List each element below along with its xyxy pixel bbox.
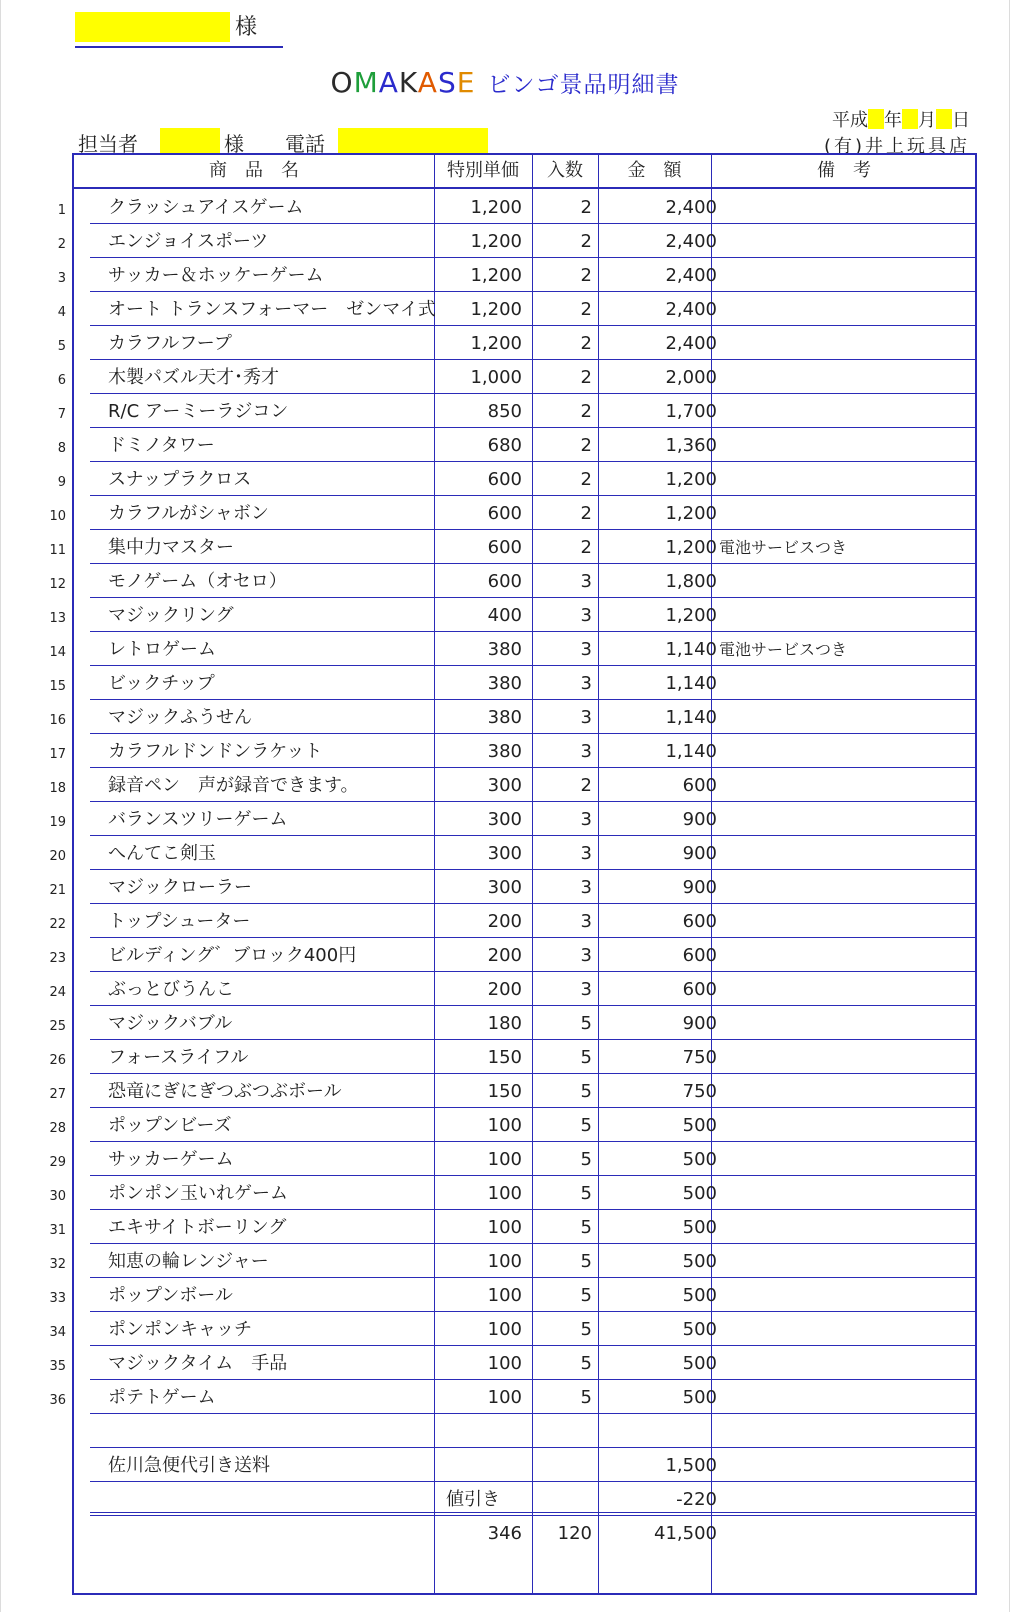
item-qty: 2 [580, 265, 592, 286]
row-number: 32 [49, 1257, 66, 1272]
item-price: 1,200 [470, 265, 522, 286]
date-month-unit: 月 [918, 110, 936, 131]
item-qty: 5 [580, 1353, 592, 1374]
item-qty: 5 [580, 1319, 592, 1340]
item-note: 電池サービスつき [719, 640, 848, 659]
row-number: 16 [49, 713, 66, 728]
item-qty: 3 [580, 945, 592, 966]
table-row [90, 835, 975, 870]
table-row [90, 699, 975, 734]
phone-number-redacted [338, 128, 488, 154]
item-name: カラフルがシャボン [108, 503, 269, 524]
row-number: 8 [57, 441, 66, 456]
item-price: 380 [487, 707, 522, 728]
table-row [90, 971, 975, 1006]
table-row [90, 801, 975, 836]
item-name: 録音ペン 声が録音できます。 [108, 775, 359, 796]
row-number: 6 [57, 373, 66, 388]
item-name: エンジョイスポーツ [108, 231, 269, 252]
item-price: 100 [487, 1285, 522, 1306]
item-name: マジックタイム 手品 [108, 1353, 288, 1374]
item-qty: 3 [580, 877, 592, 898]
item-price: 200 [487, 911, 522, 932]
item-price: 180 [487, 1013, 522, 1034]
person-label: 担当者 [78, 132, 138, 156]
row-number: 13 [49, 611, 66, 626]
item-qty: 3 [580, 707, 592, 728]
item-amount: 1,200 [665, 537, 717, 558]
table-row [90, 1005, 975, 1040]
table-row [90, 1073, 975, 1108]
row-number: 29 [49, 1155, 66, 1170]
row-number: 28 [49, 1121, 66, 1136]
item-name: カラフルフープ [108, 333, 232, 354]
item-name: R/C アーミーラジコン [108, 401, 289, 422]
item-price: 400 [487, 605, 522, 626]
item-amount: 2,400 [665, 231, 717, 252]
row-number: 7 [57, 407, 66, 422]
item-amount: 1,800 [665, 571, 717, 592]
item-price: 680 [487, 435, 522, 456]
table-row [90, 767, 975, 802]
row-number: 26 [49, 1053, 66, 1068]
item-qty: 3 [580, 979, 592, 1000]
item-name: ぶっとびうんこ [108, 979, 234, 1000]
title-letter: O [330, 66, 354, 99]
recipient-name-redacted [75, 12, 230, 42]
row-number: 23 [49, 951, 66, 966]
title-main [331, 66, 476, 99]
table-row [90, 665, 975, 700]
row-number: 18 [49, 781, 66, 796]
table-row [90, 903, 975, 938]
item-qty: 5 [580, 1217, 592, 1238]
item-name: バランスツリーゲーム [108, 809, 288, 830]
item-name: エキサイトボーリング [108, 1217, 287, 1238]
item-amount: 41,500 [654, 1523, 717, 1544]
item-qty: 2 [580, 775, 592, 796]
row-number: 11 [49, 543, 66, 558]
item-amount: 500 [682, 1387, 717, 1408]
item-name: モノゲーム（オセロ） [108, 571, 287, 592]
item-qty: 2 [580, 537, 592, 558]
item-qty: 3 [580, 911, 592, 932]
document-date [832, 106, 970, 132]
item-amount: 1,700 [665, 401, 717, 422]
item-amount: 1,140 [665, 707, 717, 728]
item-price: 600 [487, 469, 522, 490]
item-qty: 2 [580, 367, 592, 388]
item-amount: 500 [682, 1149, 717, 1170]
table-row [90, 1175, 975, 1210]
item-amount: 500 [682, 1319, 717, 1340]
title-letter: A [417, 66, 438, 99]
item-price: 850 [487, 401, 522, 422]
item-amount: 500 [682, 1285, 717, 1306]
item-name: カラフルドンドンラケット [108, 741, 323, 762]
row-number: 31 [49, 1223, 66, 1238]
item-price: 100 [487, 1353, 522, 1374]
table-row [90, 1107, 975, 1142]
item-name: レトロゲーム [108, 639, 216, 660]
row-number: 34 [49, 1325, 66, 1340]
item-amount: 1,200 [665, 469, 717, 490]
row-number: 19 [49, 815, 66, 830]
item-amount: 750 [682, 1081, 717, 1102]
item-name: へんてこ剣玉 [108, 843, 216, 864]
item-price: 150 [487, 1081, 522, 1102]
item-price [438, 1447, 522, 1481]
item-amount: 600 [682, 945, 717, 966]
item-name: ポンポン玉いれゲーム [108, 1183, 288, 1204]
row-number: 21 [49, 883, 66, 898]
item-price: 100 [487, 1115, 522, 1136]
row-number: 27 [49, 1087, 66, 1102]
item-name: 木製パズル天才･秀才 [108, 367, 279, 388]
item-qty: 2 [580, 231, 592, 252]
row-number: 5 [57, 339, 66, 354]
item-price: 100 [487, 1149, 522, 1170]
table-row [90, 291, 975, 326]
item-qty: 5 [580, 1149, 592, 1170]
item-price: 380 [487, 741, 522, 762]
row-number: 1 [57, 203, 66, 218]
item-qty: 2 [580, 299, 592, 320]
item-qty: 5 [580, 1251, 592, 1272]
item-note: 電池サービスつき [719, 538, 848, 557]
item-name: 恐竜にぎにぎつぶつぶボール [108, 1081, 342, 1102]
item-qty: 2 [580, 503, 592, 524]
person-name-redacted [160, 128, 220, 154]
item-amount: 500 [682, 1217, 717, 1238]
item-name: マジックローラー [108, 877, 252, 898]
date-month-redacted [902, 109, 918, 129]
row-number: 10 [49, 509, 66, 524]
item-price: 300 [487, 809, 522, 830]
item-amount: 2,400 [665, 299, 717, 320]
item-amount: 2,400 [665, 197, 717, 218]
item-price: 380 [487, 639, 522, 660]
table-row [90, 563, 975, 598]
item-price: 300 [487, 843, 522, 864]
item-qty: 3 [580, 809, 592, 830]
table-row [90, 1141, 975, 1176]
item-amount: 500 [682, 1115, 717, 1136]
item-amount: 1,140 [665, 639, 717, 660]
item-qty: 3 [580, 571, 592, 592]
item-qty: 5 [580, 1081, 592, 1102]
table-row [90, 733, 975, 768]
row-number: 33 [49, 1291, 66, 1306]
table-row [90, 869, 975, 904]
item-price: 600 [487, 503, 522, 524]
blank-row [90, 1413, 975, 1448]
item-name: 知恵の輪レンジャー [108, 1251, 269, 1272]
item-name: ポンポンキャッチ [108, 1319, 252, 1340]
item-name: ビックチップ [108, 673, 215, 694]
item-qty [536, 1413, 592, 1447]
item-name: 集中力マスター [108, 537, 234, 558]
table-row [90, 1379, 975, 1414]
table-row [90, 529, 975, 564]
title-sub: ビンゴ景品明細書 [487, 72, 680, 98]
item-price: 100 [487, 1217, 522, 1238]
table-row [90, 257, 975, 292]
table-row [90, 1039, 975, 1074]
item-name: オート トランスフォーマー ゼンマイ式 [108, 299, 436, 320]
item-name: ポップンボール [108, 1285, 233, 1306]
table-row [90, 937, 975, 972]
row-number: 2 [57, 237, 66, 252]
phone-label: 電話 [285, 132, 325, 156]
item-price: 600 [487, 571, 522, 592]
item-name: ポップンビーズ [108, 1115, 232, 1136]
item-qty: 5 [580, 1115, 592, 1136]
item-name: マジックバブル [108, 1013, 233, 1034]
item-amount: 1,200 [665, 503, 717, 524]
item-qty: 120 [557, 1523, 592, 1544]
item-amount: 500 [682, 1183, 717, 1204]
recipient-line [75, 8, 283, 48]
item-qty: 5 [580, 1285, 592, 1306]
item-price: 1,000 [470, 367, 522, 388]
item-amount: 600 [682, 979, 717, 1000]
item-amount: 1,360 [665, 435, 717, 456]
item-price: 346 [487, 1523, 522, 1544]
totals-row [90, 1515, 975, 1550]
item-price: 600 [487, 537, 522, 558]
person-suffix: 様 [224, 132, 244, 156]
table-row [90, 1243, 975, 1278]
table-header [74, 155, 975, 189]
row-number: 9 [57, 475, 66, 490]
row-number: 35 [49, 1359, 66, 1374]
item-price: 300 [487, 775, 522, 796]
item-amount: 750 [682, 1047, 717, 1068]
item-name: サッカーゲーム [108, 1149, 234, 1170]
item-amount: 1,140 [665, 741, 717, 762]
item-price: 100 [487, 1387, 522, 1408]
items-table [72, 153, 977, 1595]
company-name: (有)井上玩具店 [823, 136, 970, 157]
row-number: 17 [49, 747, 66, 762]
item-price: 100 [487, 1183, 522, 1204]
item-qty: 3 [580, 605, 592, 626]
item-qty: 2 [580, 469, 592, 490]
item-price: 値引き [446, 1489, 500, 1510]
table-row [90, 223, 975, 258]
table-row [90, 325, 975, 360]
row-number: 14 [49, 645, 66, 660]
header-name: 商 品 名 [209, 160, 299, 181]
item-qty: 2 [580, 197, 592, 218]
row-number: 36 [49, 1393, 66, 1408]
date-day-unit: 日 [952, 110, 970, 131]
item-price: 100 [487, 1251, 522, 1272]
header-note: 備 考 [817, 160, 871, 181]
item-amount: 2,400 [665, 265, 717, 286]
item-price: 200 [487, 979, 522, 1000]
item-price: 200 [487, 945, 522, 966]
table-row [90, 359, 975, 394]
title-letter: M [353, 66, 379, 99]
item-amount: 500 [682, 1251, 717, 1272]
title-letter: K [398, 66, 418, 99]
header-amount: 金 額 [627, 160, 682, 181]
row-number: 12 [49, 577, 66, 592]
table-row [90, 427, 975, 462]
table-row [90, 461, 975, 496]
item-price: 1,200 [470, 197, 522, 218]
item-name: 佐川急便代引き送料 [108, 1455, 270, 1476]
date-year-unit: 年 [884, 110, 902, 131]
item-qty: 5 [580, 1013, 592, 1034]
item-amount: 1,140 [665, 673, 717, 694]
table-row [90, 189, 975, 224]
row-number: 24 [49, 985, 66, 1000]
item-amount: -220 [676, 1489, 717, 1510]
item-amount: 1,500 [665, 1455, 717, 1476]
item-qty: 3 [580, 843, 592, 864]
item-price: 1,200 [470, 231, 522, 252]
table-row [90, 597, 975, 632]
header-price: 特別単価 [447, 160, 519, 181]
item-qty: 2 [580, 435, 592, 456]
row-number: 22 [49, 917, 66, 932]
item-name: ドミノタワー [108, 435, 215, 456]
table-row [90, 393, 975, 428]
table-row [90, 1209, 975, 1244]
item-price: 1,200 [470, 333, 522, 354]
row-number: 4 [57, 305, 66, 320]
item-amount [610, 1413, 717, 1447]
item-qty: 2 [580, 333, 592, 354]
item-name: クラッシュアイスゲーム [108, 197, 304, 218]
item-name: マジックふうせん [108, 707, 252, 728]
item-name: ビルディング゛ブロック400円 [108, 945, 357, 966]
recipient-suffix: 様 [235, 15, 258, 40]
date-era: 平成 [832, 110, 868, 131]
item-qty [536, 1447, 592, 1481]
item-price: 1,200 [470, 299, 522, 320]
item-name: サッカー＆ホッケーゲーム [108, 265, 324, 286]
item-amount: 2,400 [665, 333, 717, 354]
item-qty: 5 [580, 1047, 592, 1068]
item-amount: 900 [682, 809, 717, 830]
row-number: 20 [49, 849, 66, 864]
item-qty: 2 [580, 401, 592, 422]
item-qty [536, 1481, 592, 1515]
item-price: 380 [487, 673, 522, 694]
table-row [90, 1345, 975, 1380]
date-year-redacted [868, 109, 884, 129]
item-amount: 1,200 [665, 605, 717, 626]
document-title [0, 66, 1010, 99]
row-number: 15 [49, 679, 66, 694]
item-amount: 900 [682, 843, 717, 864]
item-price: 150 [487, 1047, 522, 1068]
header-qty: 入数 [547, 160, 583, 181]
table-row [90, 1311, 975, 1346]
item-qty: 3 [580, 741, 592, 762]
title-letter: E [456, 66, 476, 99]
item-qty: 3 [580, 639, 592, 660]
item-amount: 600 [682, 775, 717, 796]
table-row [90, 495, 975, 530]
item-name: フォースライフル [108, 1047, 249, 1068]
item-amount: 600 [682, 911, 717, 932]
item-name: マジックリング [108, 605, 234, 626]
title-letter: A [378, 66, 399, 99]
row-number: 3 [57, 271, 66, 286]
item-price: 100 [487, 1319, 522, 1340]
item-price: 300 [487, 877, 522, 898]
shipping-row [90, 1447, 975, 1482]
item-name: ポテトゲーム [108, 1387, 216, 1408]
item-price [438, 1413, 522, 1447]
item-name: スナップラクロス [108, 469, 252, 490]
item-qty: 5 [580, 1387, 592, 1408]
row-number: 30 [49, 1189, 66, 1204]
item-amount: 900 [682, 1013, 717, 1034]
item-qty: 5 [580, 1183, 592, 1204]
row-number: 25 [49, 1019, 66, 1034]
title-letter: S [437, 66, 457, 99]
table-row [90, 1277, 975, 1312]
item-name: トップシューター [108, 911, 251, 932]
item-amount: 2,000 [665, 367, 717, 388]
table-row [90, 631, 975, 666]
date-day-redacted [936, 109, 952, 129]
item-qty: 3 [580, 673, 592, 694]
item-amount: 500 [682, 1353, 717, 1374]
discount-row [90, 1481, 975, 1516]
item-amount: 900 [682, 877, 717, 898]
